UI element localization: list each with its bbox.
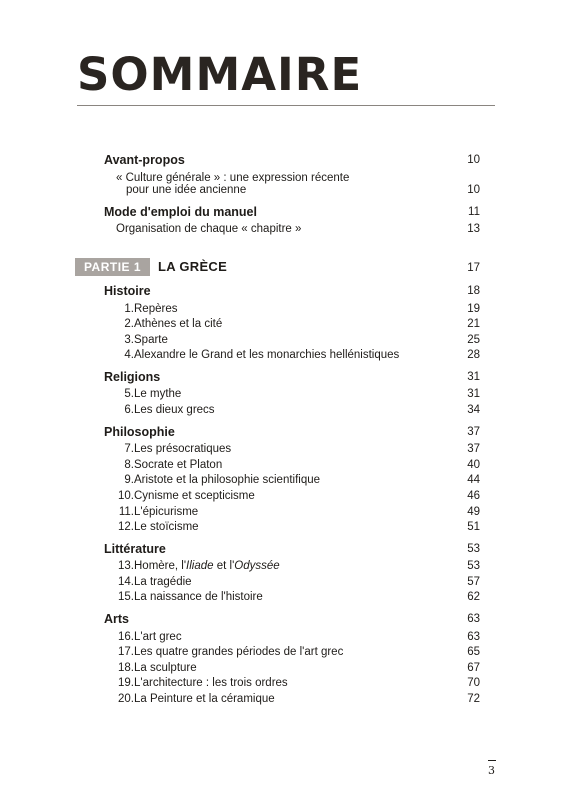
chapter-title-part: L'architecture : les trois ordres <box>134 677 288 690</box>
chapter-title-part: La sculpture <box>134 661 197 674</box>
page-number: 62 <box>467 591 480 604</box>
chapter-title-part: La Peinture et la céramique <box>134 692 275 705</box>
partie-badge: PARTIE 1 <box>75 258 150 276</box>
chapter-number: 3. <box>124 333 134 346</box>
chapter-title <box>134 317 222 332</box>
chapter-title-part: La naissance de l'histoire <box>134 591 263 604</box>
chapter-title-part: Le mythe <box>134 388 182 401</box>
chapter-number: 2. <box>124 318 134 331</box>
page-number: 21 <box>467 318 480 331</box>
chapter-title-part: La tragédie <box>134 575 192 588</box>
page-number: 34 <box>467 404 480 416</box>
chapter-number: 16. <box>118 630 134 643</box>
chapter-number: 12. <box>118 521 134 534</box>
chapter-title <box>134 559 280 574</box>
chapter-title-part: Sparte <box>134 333 168 346</box>
page-number: 40 <box>467 458 480 471</box>
entry-title: pour une idée ancienne <box>126 184 247 196</box>
chapter-number: 19. <box>118 677 134 690</box>
chapter-title-part: Athènes et la cité <box>134 318 223 331</box>
page-number: 31 <box>467 388 480 401</box>
page-number: 51 <box>467 521 480 534</box>
chapter-title <box>134 692 275 707</box>
chapter-number: 6. <box>124 404 134 416</box>
chapter-number: 1. <box>124 302 134 315</box>
chapter-number: 17. <box>118 646 134 659</box>
page-number: 63 <box>467 613 480 625</box>
chapter-number: 10. <box>118 489 134 502</box>
chapter-title-part: Odyssée <box>234 560 280 573</box>
page-number: 19 <box>467 302 480 315</box>
page-number: 31 <box>467 370 480 383</box>
chapter-title-part: et l' <box>213 560 235 573</box>
chapter-title-part: Iliade <box>186 560 214 573</box>
page-number: 67 <box>467 661 480 674</box>
entry-title: Organisation de chaque « chapitre » <box>116 223 302 235</box>
page-number: 65 <box>467 646 480 659</box>
chapter-title <box>134 442 231 457</box>
chapter-title <box>134 489 255 504</box>
chapter-title <box>134 403 215 418</box>
chapter-title <box>134 645 343 660</box>
chapter-number: 15. <box>118 591 134 604</box>
page-number: 25 <box>467 333 480 346</box>
chapter-number: 11. <box>118 505 134 518</box>
chapter-title-part: Socrate et Platon <box>134 458 223 471</box>
chapter-title <box>134 520 199 535</box>
partie-page: 17 <box>467 262 480 274</box>
chapter-title-part: Homère, l' <box>134 560 187 573</box>
chapter-number: 9. <box>124 474 134 487</box>
chapter-title <box>134 630 182 645</box>
page-title: SOMMAIRE <box>77 48 363 101</box>
chapter-title-part: Le stoïcisme <box>134 521 199 534</box>
chapter-title-part: Les dieux grecs <box>134 404 215 416</box>
page-number: 44 <box>467 474 480 487</box>
page-number: 11 <box>468 206 480 218</box>
chapter-title-part: L'art grec <box>134 630 182 643</box>
page-number: 18 <box>467 285 480 297</box>
chapter-number: 18. <box>118 661 134 674</box>
page-number: 72 <box>467 692 480 705</box>
chapter-title-part: Cynisme et scepticisme <box>134 489 255 502</box>
chapter-title <box>134 333 168 348</box>
folio-dash <box>488 760 496 761</box>
section-title: Littérature <box>104 541 166 556</box>
section-title: Philosophie <box>104 424 175 439</box>
page-number: 28 <box>467 349 480 362</box>
page-number: 3 <box>488 764 495 777</box>
section-title: Arts <box>104 612 130 626</box>
chapter-title <box>134 458 222 473</box>
partie-title: LA GRÈCE <box>158 259 228 274</box>
section-title: Avant-propos <box>104 153 185 167</box>
chapter-title <box>134 505 198 520</box>
page-number: 10 <box>467 184 480 196</box>
page-number: 46 <box>467 489 480 502</box>
chapter-number: 4. <box>124 349 134 362</box>
chapter-title-part: Aristote et la philosophie scientifique <box>134 474 321 487</box>
page-number: 37 <box>467 425 480 438</box>
chapter-title-part: Les quatre grandes périodes de l'art grec <box>134 646 344 659</box>
chapter-title-part: Les présocratiques <box>134 443 232 456</box>
chapter-title <box>134 590 263 605</box>
chapter-number: 8. <box>124 458 134 471</box>
chapter-title <box>134 676 288 691</box>
chapter-title <box>134 387 181 402</box>
chapter-title <box>134 302 177 317</box>
chapter-title <box>134 661 197 676</box>
entry-title: « Culture générale » : une expression récente <box>116 172 350 184</box>
chapter-number: 13. <box>118 560 134 573</box>
section-title: Religions <box>104 369 161 384</box>
chapter-number: 14. <box>118 575 134 588</box>
chapter-number: 7. <box>124 443 134 456</box>
page-number: 53 <box>467 560 480 573</box>
page-number: 37 <box>467 443 480 456</box>
page-number: 53 <box>467 542 480 555</box>
page-number: 13 <box>467 223 480 235</box>
section-title: Histoire <box>104 284 151 298</box>
page-number: 10 <box>467 154 480 166</box>
chapter-title-part: Alexandre le Grand et les monarchies hellénistiques <box>134 349 400 362</box>
page-number: 70 <box>467 677 480 690</box>
chapter-number: 20. <box>118 692 134 705</box>
section-title: Mode d'emploi du manuel <box>104 205 257 219</box>
chapter-title-part: Repères <box>134 302 178 315</box>
page-number: 49 <box>467 505 480 518</box>
chapter-number: 5. <box>124 388 134 401</box>
page-number: 63 <box>467 630 480 643</box>
chapter-title <box>134 348 399 363</box>
chapter-title-part: L'épicurisme <box>134 505 199 518</box>
chapter-title <box>134 473 320 488</box>
page-number: 57 <box>467 575 480 588</box>
chapter-title <box>134 575 192 590</box>
